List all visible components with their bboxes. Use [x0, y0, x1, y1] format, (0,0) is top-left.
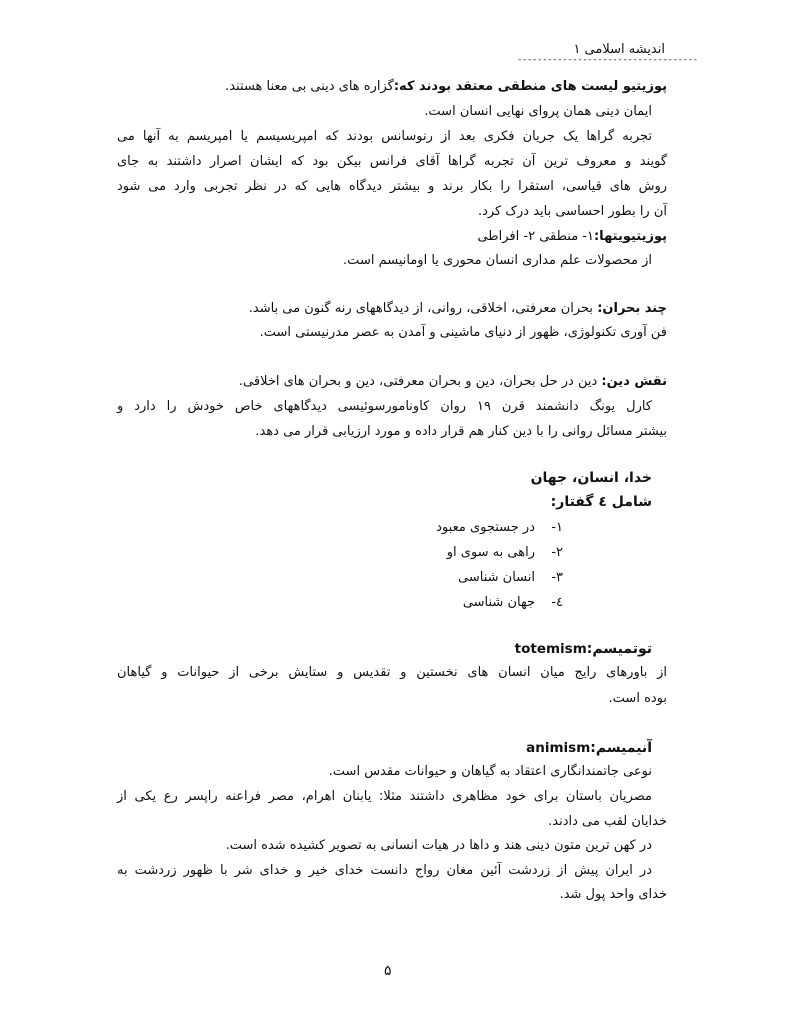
animism-line-1: نوعی جاتمندانگاری اعتقاد به گیاهان و حیوانات مقدس است.: [328, 764, 652, 779]
list-item-number: ۱-: [551, 520, 563, 535]
page-number: ۵: [384, 963, 392, 979]
totemism-heading-fa: توتمیسم:: [586, 641, 652, 657]
list-item: [458, 567, 563, 589]
positivism-line-5: روش های قیاسی، استقرا را بکار برند و بیشتر دیدگاه هایی که در نظر تجربی وارد می شود: [117, 179, 667, 194]
positivism-line-7: [477, 226, 667, 248]
list-item-number: ٤-: [551, 595, 563, 610]
positivism-line-6: آن را بطور احساسی باید درک کرد.: [477, 204, 667, 219]
totemism-heading-en: totemism: [514, 641, 587, 657]
crisis-line-1: [249, 298, 667, 320]
positivism-line-2: ایمان دینی همان پروای نهایی انسان است.: [424, 104, 652, 119]
list-item-text: جهان شناسی: [462, 595, 535, 610]
list-item: [463, 592, 563, 614]
positivism-line-4: گویند و معروف ترین آن تجربه گراها آقای فرانس بیکن بود که ایشان اصرار داشتند به جای: [117, 154, 667, 169]
list-item-text: راهی به سوی او: [446, 545, 535, 560]
list-item-text: در جستجوی معبود: [436, 520, 535, 535]
crisis-line-2: فن آوری تکنولوژی، ظهور از دنیای ماشینی و آمدن به عصر مدرنیستی است.: [259, 325, 667, 340]
list-item-text: انسان شناسی: [458, 570, 535, 585]
totemism-line-1: از باورهای رایج میان انسان های نخستین و تقدیس و ستایش برخی از حیوانات و گیاهان: [117, 665, 667, 680]
crisis-text: بحران معرفتی، اخلاقی، روانی، از دیدگاههای رنه گنون می باشد.: [248, 301, 598, 316]
religion-role-text: دین در حل بحران، دین و بحران معرفتی، دین و بحران های اخلاقی.: [238, 374, 602, 389]
list-item-number: ۲-: [551, 545, 563, 560]
religion-role-line-3: بیشتر مسائل روانی را با دین کنار هم قرار داده و مورد ارزیابی قرار می دهد.: [255, 424, 667, 439]
religion-role-line-2: کارل یونگ دانشمند قرن ۱۹ روان کاونامورسوئیسی دیدگاههای خاص خودش را دارد و: [117, 399, 652, 414]
positivism-line-8: از محصولات علم مداری انسان محوری یا اومانیسم است.: [343, 253, 652, 268]
religion-role-heading: نقش دین:: [601, 374, 667, 389]
list-item-number: ۳-: [551, 570, 563, 585]
animism-line-6: خدای واحد پول شد.: [559, 887, 667, 902]
section-title: خدا، انسان، جهان: [530, 470, 652, 486]
positivism-line-1: [225, 76, 667, 98]
animism-line-2: مصریان باستان برای خود مظاهری داشتند مثلا: یابنان اهرام، مصر فراعنه راپسر رع یکی از: [117, 789, 652, 804]
crisis-heading: چند بحران:: [597, 301, 667, 316]
positivists-heading: پوزیتیویتها:: [593, 229, 667, 244]
header-rule: ------------------------------------: [517, 55, 698, 65]
animism-line-3: خدایان لقب می دادند.: [548, 814, 667, 829]
animism-heading-fa: آنیمیسم:: [590, 740, 652, 756]
animism-line-4: در کهن ترین متون دینی هند و داها در هیات انسانی به تصویر کشیده شده است.: [225, 838, 652, 853]
totemism-heading: [515, 638, 652, 660]
positivism-heading: پوزیتیو لیست های منطقی معتقد بودند که:: [393, 79, 667, 94]
list-item: [447, 542, 563, 564]
header-title: اندیشه اسلامی ۱: [573, 42, 665, 57]
animism-heading-en: animism: [526, 740, 591, 756]
animism-line-5: در ایران پیش از زردشت آئین مغان رواج دانست خدای خیر و خدای شر با ظهور زردشت به: [117, 863, 652, 878]
positivists-text: ۱- منطقی ۲- افراطی: [477, 229, 594, 244]
religion-role-line-1: [239, 371, 667, 393]
animism-heading: [526, 737, 652, 759]
positivism-text: گزاره های دینی بی معنا هستند.: [225, 79, 394, 94]
section-subtitle: شامل ٤ گفتار:: [550, 494, 652, 510]
list-item: [436, 517, 563, 539]
totemism-line-2: بوده است.: [608, 691, 667, 706]
positivism-line-3: تجربه گراها یک جریان فکری بعد از رنوسانس بودند که امپریسیسم یا امپریسم به آنها می: [117, 129, 652, 144]
